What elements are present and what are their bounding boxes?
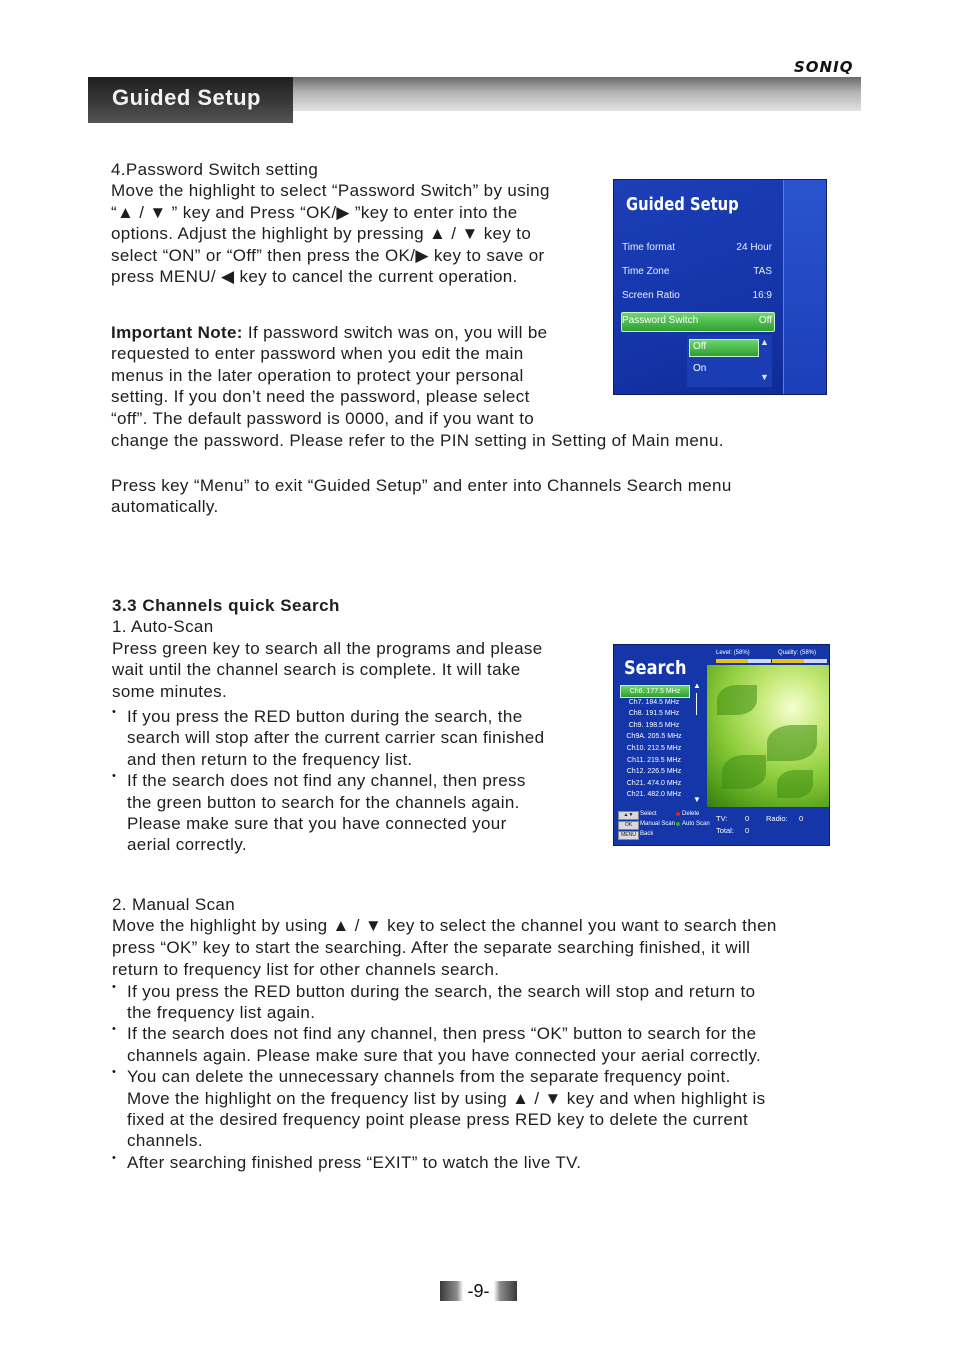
channel-list-item: Ch9A. 205.5 MHz (626, 733, 682, 741)
channel-list-item: Ch21. 474.0 MHz (626, 779, 682, 787)
key-label: Manual Scan (640, 821, 676, 827)
page-number (440, 1281, 517, 1301)
manual-scan-bullet (112, 1152, 777, 1173)
scrollbar (696, 693, 697, 715)
row-label: Screen Ratio (622, 290, 680, 301)
option-off: Off (693, 341, 707, 352)
scroll-up-icon: ▲ (693, 681, 701, 690)
channel-list-item: Ch12. 226.5 MHz (626, 768, 682, 776)
auto-scan-bullet (112, 770, 544, 856)
section-title: Guided Setup (112, 85, 261, 110)
menu-side-panel (783, 180, 826, 394)
auto-scan-heading: 1. Auto-Scan (112, 617, 214, 637)
menu-key-icon: MENU (618, 831, 639, 840)
tv-count: 0 (745, 814, 750, 823)
row-label: Time Zone (622, 266, 670, 277)
radio-count: 0 (799, 814, 804, 823)
exit-line: Press key “Menu” to exit “Guided Setup” and enter into Channels Search menu (111, 476, 732, 495)
guided-setup-screenshot (613, 179, 827, 395)
bullet-line: Please make sure that you have connected your (127, 814, 507, 834)
note-line: setting. If you don’t need the password, please select (111, 387, 530, 407)
scroll-down-icon: ▼ (760, 372, 769, 382)
password-line: select “ON” or “Off” then press the OK/▶ key to save or (111, 245, 545, 265)
auto-scan-bullet (112, 706, 544, 770)
row-value: 16:9 (752, 290, 772, 301)
bullet-line: • If the search does not find any channel, then press (127, 771, 526, 791)
option-on: On (693, 363, 707, 374)
ok-key-icon: OK (618, 821, 639, 830)
bullet-line: • If you press the RED button during the search, the (127, 707, 523, 727)
green-key-icon (676, 822, 680, 826)
row-value: Off (758, 315, 772, 326)
select-key-icon: ▲▼ (618, 811, 639, 820)
bullet-line: aerial correctly. (127, 835, 247, 855)
menu-row-time-format (622, 242, 772, 253)
manual-scan-bullet (112, 1023, 777, 1066)
bullet-line: and then return to the frequency list. (127, 749, 413, 769)
note-line: requested to enter password when you edit the main (111, 344, 524, 364)
bullet-line: • If the search does not find any channel, then press “OK” button to search for the (127, 1024, 757, 1044)
note-line: menus in the later operation to protect your personal (111, 365, 524, 385)
quality-bar (772, 659, 827, 663)
menu-row-time-zone (622, 266, 772, 277)
key-label: Back (640, 831, 654, 837)
manual-scan-bullet (112, 981, 777, 1024)
channel-list-item: Ch8. 191.5 MHz (628, 710, 680, 718)
quality-label: Quality: (58%) (778, 650, 817, 656)
page-number-text: -9- (467, 1281, 490, 1301)
menu-row-password-switch (622, 315, 772, 326)
channel-list-item: Ch10. 212.5 MHz (626, 745, 682, 752)
note-line: “off”. The default password is 0000, and if you want to (111, 408, 535, 428)
menu-row-screen-ratio (622, 290, 772, 301)
screen-title: Guided Setup (626, 194, 739, 215)
key-label: Auto Scan (682, 821, 710, 827)
red-key-icon (676, 812, 680, 816)
bullet-line: channels. (127, 1131, 203, 1151)
preview-image (707, 665, 829, 807)
level-bar (716, 659, 771, 663)
scroll-up-icon: ▲ (760, 337, 769, 347)
password-line: Move the highlight to select “Password Switch” by using (111, 181, 550, 201)
total-label: Total: (716, 826, 734, 835)
note-line: change the password. Please refer to the PIN setting in Setting of Main menu. (111, 431, 724, 451)
channel-list-item: Ch6. 177.5 MHz (620, 685, 690, 698)
bullet-line: the frequency list again. (127, 1003, 316, 1023)
row-label: Password Switch (622, 315, 699, 326)
row-value: 24 Hour (736, 242, 772, 253)
row-value: TAS (753, 266, 772, 277)
quick-search-heading: 3.3 Channels quick Search (112, 596, 340, 615)
bullet-line: the green button to search for the channels again. (127, 792, 520, 812)
bullet-line: • You can delete the unnecessary channels from the separate frequency point. (127, 1067, 731, 1087)
manual-scan-heading: 2. Manual Scan (112, 895, 236, 914)
password-section (111, 159, 550, 287)
auto-scan-line: wait until the channel search is complete. It will take (112, 660, 521, 680)
exit-instructions (111, 475, 732, 518)
quick-search-section (112, 595, 544, 856)
screen-title: Search (624, 657, 687, 679)
bullet-line: • After searching finished press “EXIT” to watch the live TV. (127, 1152, 582, 1172)
channel-list-item: Ch7. 184.5 MHz (628, 698, 680, 706)
radio-label: Radio: (766, 814, 788, 823)
bullet-line: fixed at the desired frequency point please press RED key to delete the current (127, 1110, 749, 1130)
password-line: “▲ / ▼ ” key and Press “OK/▶ ”key to enter into the (111, 202, 518, 222)
password-line: press MENU/ ◀ key to cancel the current operation. (111, 267, 518, 287)
manual-scan-line: return to frequency list for other channels search. (112, 960, 500, 980)
scroll-down-icon: ▼ (693, 795, 701, 804)
bullet-line: channels again. Please make sure that you have connected your aerial correctly. (127, 1045, 762, 1065)
channel-list-item: Ch9. 198.5 MHz (628, 721, 680, 729)
status-bar (614, 808, 829, 845)
password-line: options. Adjust the highlight by pressing ▲ / ▼ key to (111, 224, 532, 244)
password-heading: 4.Password Switch setting (111, 160, 319, 179)
channel-list-item: Ch11. 219.5 MHz (627, 756, 681, 764)
total-count: 0 (745, 826, 750, 835)
manual-scan-section (112, 894, 777, 1173)
manual-scan-line: Move the highlight by using ▲ / ▼ key to select the channel you want to search then (112, 916, 777, 936)
bullet-line: search will stop after the current carrier scan finished (127, 728, 545, 748)
row-label: Time format (622, 242, 675, 253)
key-label: Delete (682, 811, 700, 817)
note-text: If password switch was on, you will be (242, 323, 548, 342)
key-label: Select (640, 811, 657, 817)
brand-logo: SONIQ (794, 58, 854, 76)
manual-scan-bullet (112, 1066, 777, 1152)
auto-scan-line: Press green key to search all the programs and please (112, 638, 543, 658)
level-label: Level: (58%) (716, 650, 750, 656)
bullet-line: Move the highlight on the frequency list by using ▲ / ▼ key and when highlight is (127, 1088, 766, 1108)
tv-label: TV: (716, 814, 728, 823)
exit-line: automatically. (111, 497, 219, 517)
option-dropdown (687, 335, 772, 387)
manual-scan-line: press “OK” key to start the searching. After the separate searching finished, it will (112, 937, 751, 957)
bullet-line: • If you press the RED button during the search, the search will stop and return to (127, 981, 756, 1001)
note-label: Important Note: (111, 323, 243, 342)
search-screenshot (613, 644, 830, 846)
auto-scan-line: some minutes. (112, 681, 228, 701)
channel-list-item: Ch21. 482.0 MHz (626, 791, 682, 799)
